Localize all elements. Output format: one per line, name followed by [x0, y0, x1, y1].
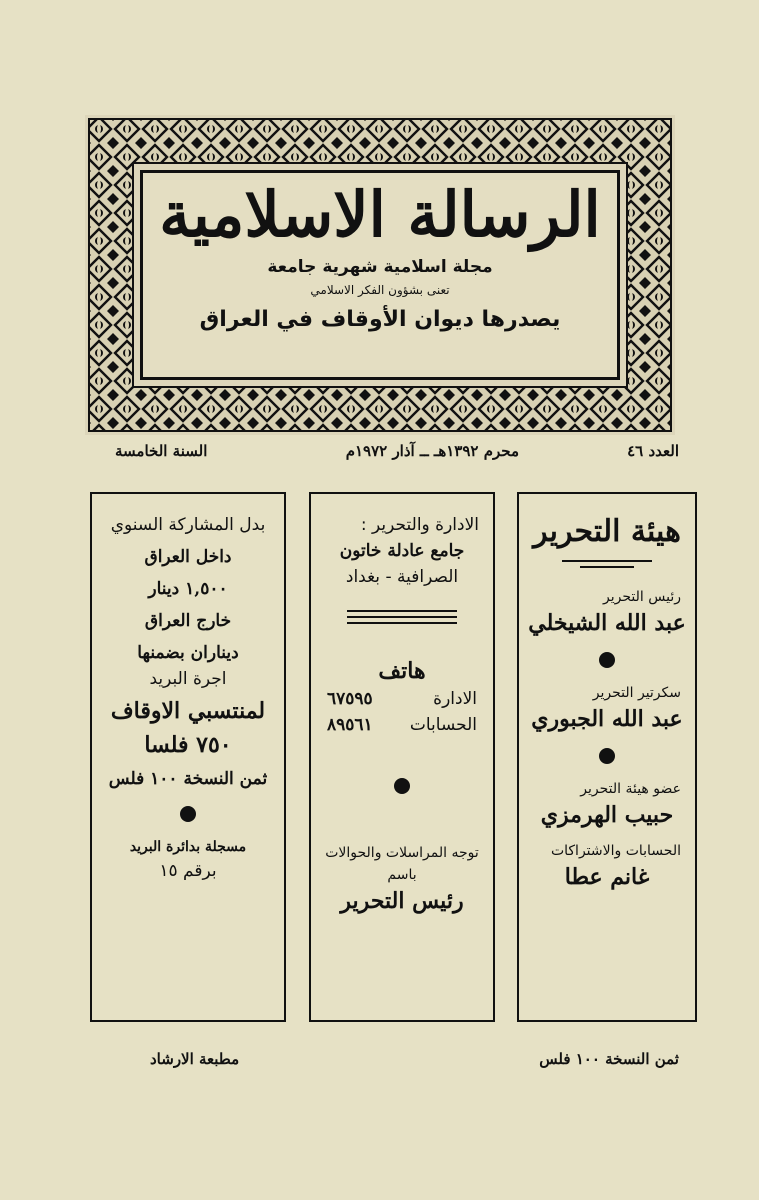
- domestic-price: ١,٥٠٠ دينار: [148, 579, 228, 599]
- subscription-box: [90, 492, 286, 1022]
- editorial-board-box: [517, 492, 697, 1022]
- magazine-title: الرسالة الاسلامية: [159, 178, 601, 251]
- masthead: [85, 115, 675, 435]
- admin-label: الادارة والتحرير :: [360, 515, 479, 535]
- magazine-subtitle: مجلة اسلامية شهرية جامعة: [267, 257, 493, 277]
- addressed-to: باسم: [387, 867, 417, 883]
- issue-number: العدد ٤٦: [627, 442, 679, 460]
- phone-accounts-label: الحسابات: [409, 715, 477, 735]
- bullet-icon: [599, 652, 615, 668]
- chief-editor-label: رئيس التحرير: [603, 589, 681, 605]
- admin-address-1: جامع عادلة خاتون: [339, 541, 465, 561]
- phone-row-accounts: [311, 712, 493, 738]
- domestic-label: داخل العراق: [144, 547, 232, 567]
- abroad-price: ديناران بضمنها: [137, 643, 239, 663]
- abroad-label: خارج العراق: [144, 611, 232, 631]
- magazine-tagline: تعنى بشؤون الفكر الاسلامي: [310, 283, 450, 297]
- phone-admin-number: ٦٧٥٩٥: [327, 689, 373, 709]
- secretary-label: سكرتير التحرير: [592, 685, 681, 701]
- editorial-heading: هيئة التحرير: [533, 514, 681, 549]
- heading-rule: [562, 560, 652, 568]
- footer-price: ثمن النسخة ١٠٠ فلس: [539, 1050, 679, 1068]
- phone-admin-label: الادارة: [433, 689, 477, 709]
- footer-printer: مطبعة الارشاد: [150, 1050, 240, 1068]
- bullet-icon: [180, 806, 196, 822]
- waqf-price: ٧٥٠ فلسا: [144, 732, 232, 758]
- issue-date: محرم ١٣٩٢هـ ــ آذار ١٩٧٢م: [345, 442, 519, 460]
- issue-line: [0, 442, 759, 466]
- magazine-publisher: يصدرها ديوان الأوقاف في العراق: [199, 307, 561, 332]
- accounts-name: غانم عطا: [564, 864, 650, 890]
- phone-heading: هاتف: [378, 658, 426, 684]
- member-label: عضو هيئة التحرير: [580, 781, 681, 797]
- correspondence-note: توجه المراسلات والحوالات: [325, 845, 479, 861]
- recipient: رئيس التحرير: [340, 888, 464, 914]
- admin-address-2: الصرافية - بغداد: [345, 567, 459, 587]
- issue-year: السنة الخامسة: [115, 442, 208, 460]
- phone-accounts-number: ٨٩٥٦١: [327, 715, 373, 735]
- accounts-label: الحسابات والاشتراكات: [550, 843, 681, 859]
- waqf-label: لمنتسبي الاوقاف: [110, 698, 266, 724]
- phone-row-admin: [311, 686, 493, 712]
- postage-note: اجرة البريد: [149, 669, 227, 689]
- copy-price: ثمن النسخة ١٠٠ فلس: [108, 769, 268, 789]
- secretary-name: عبد الله الجبوري: [531, 706, 683, 732]
- chief-editor-name: عبد الله الشيخلي: [528, 610, 686, 636]
- masthead-panel: [140, 170, 620, 380]
- registration-number: برقم ١٥: [159, 861, 217, 881]
- administration-box: [309, 492, 495, 1022]
- bullet-icon: [599, 748, 615, 764]
- subscription-heading: بدل المشاركة السنوي: [110, 515, 266, 535]
- section-rule: [347, 610, 457, 624]
- registration-note: مسجلة بدائرة البريد: [129, 839, 247, 855]
- bullet-icon: [394, 778, 410, 794]
- member-name: حبيب الهرمزي: [540, 802, 674, 828]
